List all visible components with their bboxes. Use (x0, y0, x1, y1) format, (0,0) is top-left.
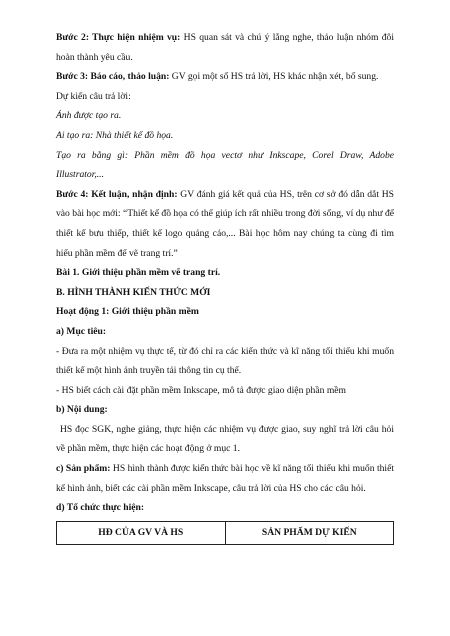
content-heading: b) Nội dung: (56, 404, 108, 416)
table-header-gv-hs: HĐ CỦA GV VÀ HS (57, 521, 226, 544)
activity-table (56, 521, 394, 545)
content-text: HS đọc SGK, nghe giảng, thực hiện các nhiệm vụ được giao, suy nghĩ trả lời câu hỏi về phần mềm, thực hiện các hoạt động ở mục 1. (56, 423, 394, 455)
objective-item-1: - Đưa ra một nhiệm vụ thực tế, từ đó chỉ ra các kiến thức và kĩ năng tối thiểu khi muốn thiết kế một hình ảnh truyền tải thông tin cụ thể. (56, 345, 394, 377)
objective-heading: a) Mục tiêu: (56, 325, 107, 337)
expected-answer-line-1: Ảnh được tạo ra. (56, 110, 122, 122)
expected-answer-heading: Dự kiến câu trả lời: (56, 90, 131, 102)
product-paragraph (56, 459, 394, 498)
step2-label: Bước 2: Thực hiện nhiệm vụ: (56, 32, 181, 43)
step3-label: Bước 3: Báo cáo, thảo luận: (56, 71, 170, 83)
step4-text: GV đánh giá kết quả của HS, trên cơ sở đó dẫn dắt HS vào bài học mới: “Thiết kế đồ họa có thể giúp ích rất nhiều trong đời sống, ví dụ như để thiết kế bưu thiếp, thiết kế logo quảng cáo,... Bài học hôm nay chúng ta cùng đi tìm hiểu phần mềm để vẽ trang trí.” (56, 188, 394, 259)
section-b-heading: B. HÌNH THÀNH KIẾN THỨC MỚI (56, 286, 211, 298)
step2-paragraph (56, 28, 394, 67)
product-text: HS hình thành được kiến thức bài học về kĩ năng tối thiểu khi muốn thiết kế hình ảnh, biết các cài phần mềm Inkscape, câu trả lời của HS cho các câu hỏi. (56, 463, 394, 494)
lesson-title: Bài 1. Giới thiệu phần mềm vẽ trang trí. (56, 267, 221, 279)
product-label: c) Sản phẩm: (56, 463, 111, 475)
table-header-row (57, 521, 394, 544)
table-header-expected-product: SẢN PHẨM DỰ KIẾN (225, 521, 394, 544)
step3-paragraph (56, 67, 394, 87)
step2-text: HS quan sát và chú ý lắng nghe, thảo luận nhóm đôi hoàn thành yêu cầu. (56, 32, 394, 63)
activity-1-heading: Hoạt động 1: Giới thiệu phần mềm (56, 306, 199, 318)
step3-text: GV gọi một số HS trả lời, HS khác nhận xét, bổ sung. (169, 71, 379, 83)
step4-label: Bước 4: Kết luận, nhận định: (56, 188, 178, 200)
expected-answer-line-2: Ai tạo ra: Nhà thiết kế đồ họa. (56, 129, 174, 141)
organization-heading: d) Tổ chức thực hiện: (56, 502, 145, 514)
step4-paragraph (56, 185, 394, 263)
objective-item-2: - HS biết cách cài đặt phần mềm Inkscape, mô tả được giao diện phần mềm (56, 384, 346, 396)
expected-answer-line-3: Tạo ra bằng gì: Phần mềm đồ họa vectơ như Inkscape, Corel Draw, Adobe Illustrator,... (56, 149, 394, 181)
